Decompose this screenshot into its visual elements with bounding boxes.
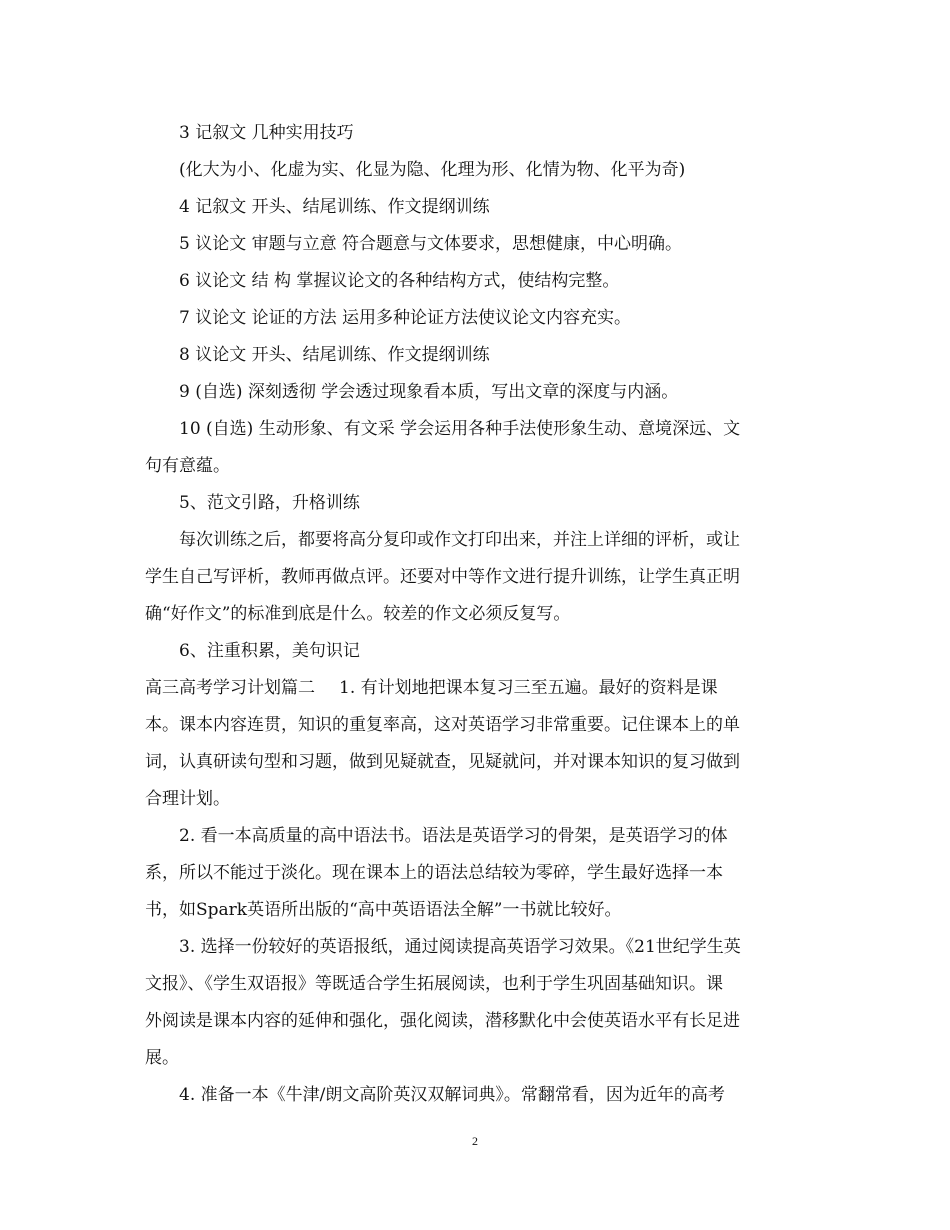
text-line: 句有意蕴。 [145, 456, 230, 476]
text-line: 词，认真研读句型和习题，做到见疑就查，见疑就问，并对课本知识的复习做到 [145, 752, 740, 772]
text-line: 9 (自选) 深刻透彻 学会透过现象看本质，写出文章的深度与内涵。 [179, 382, 679, 402]
section-heading: 高三高考学习计划篇二 [145, 678, 315, 698]
text-span: 1. 有计划地把课本复习三至五遍。最好的资料是课 [339, 678, 718, 698]
text-line: 书，如Spark英语所出版的“高中英语语法全解”一书就比较好。 [145, 900, 622, 920]
text-line: 7 议论文 论证的方法 运用多种论证方法使议论文内容充实。 [179, 308, 632, 328]
text-line: 5 议论文 审题与立意 符合题意与文体要求，思想健康，中心明确。 [179, 234, 683, 254]
text-line: 2. 看一本高质量的高中语法书。语法是英语学习的骨架，是英语学习的体 [179, 826, 728, 846]
page-number: 2 [472, 1134, 478, 1148]
text-line: 6、注重积累，美句识记 [179, 641, 360, 661]
text-line: 本。课本内容连贯，知识的重复率高，这对英语学习非常重要。记住课本上的单 [145, 715, 740, 735]
text-line: 3 记叙文 几种实用技巧 [179, 123, 354, 143]
text-line: 10 (自选) 生动形象、有文采 学会运用各种手法使形象生动、意境深远、文 [179, 419, 741, 439]
text-line: 4. 准备一本《牛津/朗文高阶英汉双解词典》。常翻常看，因为近年的高考 [179, 1085, 725, 1105]
text-line: 6 议论文 结 构 掌握议论文的各种结构方式，使结构完整。 [179, 271, 620, 291]
text-line: 4 记叙文 开头、结尾训练、作文提纲训练 [179, 197, 490, 217]
text-line: 文报》、《学生双语报》等既适合学生拓展阅读，也利于学生巩固基础知识。课 [145, 974, 723, 994]
text-line: 每次训练之后，都要将高分复印或作文打印出来，并注上详细的评析，或让 [179, 530, 740, 550]
section-heading-line [145, 670, 810, 707]
text-line: 合理计划。 [145, 789, 230, 809]
text-line: 展。 [145, 1048, 179, 1068]
document-body [145, 115, 810, 1114]
text-line: 学生自己写评析，教师再做点评。还要对中等作文进行提升训练，让学生真正明 [145, 567, 740, 587]
text-line: 确“好作文”的标准到底是什么。较差的作文必须反复写。 [145, 604, 571, 624]
text-line: 8 议论文 开头、结尾训练、作文提纲训练 [179, 345, 490, 365]
text-line: 外阅读是课本内容的延伸和强化，强化阅读，潜移默化中会使英语水平有长足进 [145, 1011, 740, 1031]
text-line: 系，所以不能过于淡化。现在课本上的语法总结较为零碎，学生最好选择一本 [145, 863, 723, 883]
text-line: 5、范文引路，升格训练 [179, 493, 360, 513]
text-line: 3. 选择一份较好的英语报纸，通过阅读提高英语学习效果。《21世纪学生英 [179, 937, 741, 957]
text-line: (化大为小、化虚为实、化显为隐、化理为形、化情为物、化平为奇) [179, 160, 686, 180]
